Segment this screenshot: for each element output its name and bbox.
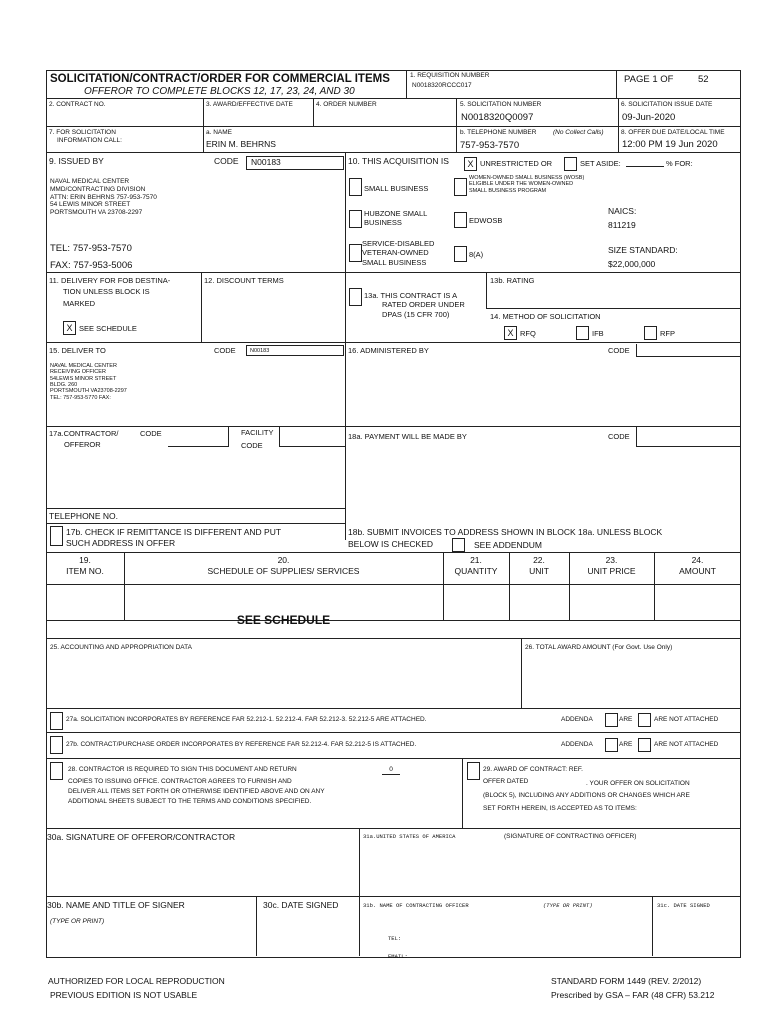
deliver-to-code-label: CODE (214, 346, 236, 355)
29-offer-dated: OFFER DATED (483, 778, 529, 785)
31b-note: (TYPE OR PRINT) (543, 902, 593, 909)
payment-code-field[interactable] (636, 426, 741, 447)
unrestricted-checkbox[interactable]: X (464, 157, 477, 171)
rfp-label: RFP (660, 329, 675, 338)
col-quantity: 21. QUANTITY (454, 555, 498, 576)
form-subtitle: OFFEROR TO COMPLETE BLOCKS 12, 17, 23, 24, AND 30 (84, 86, 355, 97)
issued-by-address: NAVAL MEDICAL CENTER MMD/CONTRACTING DIVISION ATTN: ERIN BEHRNS 757-953-7570 54 LEWIS MINOR STREET PORTSMOUTH VA 23708-2297 (50, 178, 157, 217)
col-unit: 22. UNIT (529, 555, 549, 576)
27b-are-checkbox[interactable] (605, 738, 618, 752)
27a-are-not: ARE NOT ATTACHED (654, 716, 719, 723)
offer-due-label: 8. OFFER DUE DATE/LOCAL TIME (621, 129, 725, 136)
requisition-value: N0018320RCCC017 (412, 82, 472, 89)
28-body: COPIES TO ISSUING OFFICE. CONTRACTOR AGREES TO FURNISH AND DELIVER ALL ITEMS SET FORTH OR OTHERWISE IDENTIFIED ABOVE AND ON ANY ADDITIONAL SHEETS SUBJECT TO THE TERMS AND CONDITIONS SPECIFIED. (68, 778, 325, 805)
co-signature-field[interactable] (364, 852, 734, 892)
small-business-label: SMALL BUSINESS (364, 184, 429, 193)
wosb-label: WOMEN-OWNED SMALL BUSINESS (WOSB) ELIGIBLE UNDER THE WOMEN-OWNED SMALL BUSINESS PROGRAM (469, 175, 585, 194)
set-aside-label: SET ASIDE: (580, 159, 621, 168)
see-schedule-checkbox[interactable]: X (63, 321, 76, 335)
28-text: 28. CONTRACTOR IS REQUIRED TO SIGN THIS DOCUMENT AND RETURN (68, 766, 297, 773)
29-text: 29. AWARD OF CONTRACT: REF. (483, 766, 583, 773)
ifb-label: IFB (592, 329, 604, 338)
27b-are-not: ARE NOT ATTACHED (654, 741, 719, 748)
co-tel-label: TEL: (388, 935, 402, 942)
rated-order-label: 13a. THIS CONTRACT IS A RATED ORDER UNDER DPAS (15 CFR 700) (364, 291, 465, 319)
administered-by-code-label: CODE (608, 346, 630, 355)
col-unit-price: 23. UNIT PRICE (587, 555, 636, 576)
payment-by-label: 18a. PAYMENT WILL BE MADE BY (348, 432, 467, 441)
rfq-checkbox[interactable]: X (504, 326, 517, 340)
27b-text: 27b. CONTRACT/PURCHASE ORDER INCORPORATES BY REFERENCE FAR 52.212-4. FAR 52.212-5 IS ATTACHED. (66, 741, 417, 748)
8a-label: 8(A) (469, 250, 484, 259)
see-addendum-label: SEE ADDENDUM (474, 540, 543, 550)
administered-by-code-field[interactable] (636, 344, 741, 357)
submit-invoices-label-2: BELOW IS CHECKED (348, 539, 434, 549)
size-standard-label: SIZE STANDARD: (608, 245, 678, 255)
naics-label: NAICS: (608, 206, 637, 216)
phone-note: (No Collect Calls) (553, 129, 604, 136)
discount-terms-label: 12. DISCOUNT TERMS (204, 276, 284, 285)
contractor-label: 17a.CONTRACTOR/ (49, 429, 119, 438)
hubzone-checkbox[interactable] (349, 210, 362, 228)
hubzone-label: HUBZONE SMALL BUSINESS (364, 209, 428, 228)
contract-no-label: 2. CONTRACT NO. (49, 101, 106, 108)
ifb-checkbox[interactable] (576, 326, 589, 340)
edwosb-checkbox[interactable] (454, 212, 467, 228)
issued-by-tel: TEL: 757-953-7570 (50, 243, 132, 254)
page-total: 52 (698, 74, 709, 85)
contractor-label-2: OFFEROR (64, 440, 101, 449)
deliver-to-label: 15. DELIVER TO (49, 346, 106, 355)
rfp-checkbox[interactable] (644, 326, 657, 340)
27b-are-not-checkbox[interactable] (638, 738, 651, 752)
name-label: a. NAME (206, 129, 233, 136)
acquisition-label: 10. THIS ACQUISITION IS (348, 156, 449, 166)
27a-text: 27a. SOLICITATION INCORPORATES BY REFERENCE FAR 52.212-1. 52.212-4. FAR 52.212-3. 52.212-5 ARE ATTACHED. (66, 716, 427, 723)
deliver-to-address: NAVAL MEDICAL CENTER RECEIVING OFFICER 54LEWIS MINOR STREET BLDG. 260 PORTSMOUTH VA23708-2297 TEL: 757-953-5770 FAX: (50, 363, 127, 401)
percent-for-label: % FOR: (666, 159, 693, 168)
issued-by-code[interactable]: N00183 (246, 156, 344, 170)
27b-addenda: ADDENDA (561, 741, 593, 748)
rating-label: 13b. RATING (490, 276, 535, 285)
col-item-no: 19. ITEM NO. (66, 555, 104, 576)
issued-by-fax: FAX: 757-953-5006 (50, 260, 133, 271)
unrestricted-label: UNRESTRICTED OR (480, 159, 553, 168)
info-call-label: 7. FOR SOLICITATION (49, 129, 116, 136)
size-standard-value: $22,000,000 (608, 259, 656, 269)
28-copies[interactable]: 0 (382, 766, 400, 775)
method-label: 14. METHOD OF SOLICITATION (490, 312, 601, 321)
issue-date: 09-Jun-2020 (622, 112, 676, 123)
naics-value: 811219 (608, 220, 636, 230)
set-aside-percent-field[interactable] (626, 166, 664, 167)
27b-are: ARE (619, 741, 633, 748)
delivery-fob-label: 11. DELIVERY FOR FOB DESTINA- TION UNLESS BLOCK IS MARKED (49, 276, 171, 308)
27a-checkbox[interactable] (50, 712, 63, 730)
see-schedule-label: SEE SCHEDULE (79, 324, 137, 333)
phone-label: b. TELEPHONE NUMBER (460, 129, 537, 136)
offeror-signature-field[interactable] (50, 852, 350, 892)
co-email-label: EMAIL: (388, 953, 408, 960)
solicitation-number-label: 5. SOLICITATION NUMBER (460, 101, 542, 108)
issued-by-label: 9. ISSUED BY (49, 156, 104, 166)
29-line3: (BLOCK 5), INCLUDING ANY ADDITIONS OR CHANGES WHICH ARE (483, 792, 690, 799)
29-line4: SET FORTH HEREIN, IS ACCEPTED AS TO ITEMS: (483, 805, 637, 812)
footer-authorized: AUTHORIZED FOR LOCAL REPRODUCTION (48, 976, 225, 986)
30a-label: 30a. SIGNATURE OF OFFEROR/CONTRACTOR (47, 832, 236, 842)
remittance-label: 17b. CHECK IF REMITTANCE IS DIFFERENT AND PUT SUCH ADDRESS IN OFFER (66, 527, 282, 548)
30c-label: 30c. DATE SIGNED (263, 900, 339, 910)
facility-code-label: CODE (241, 441, 263, 450)
submit-invoices-label: 18b. SUBMIT INVOICES TO ADDRESS SHOWN IN BLOCK 18a. UNLESS BLOCK (348, 527, 663, 537)
issue-date-label: 6. SOLICITATION ISSUE DATE (621, 101, 713, 108)
deliver-to-code[interactable]: N00183 (246, 345, 344, 356)
telephone-label: TELEPHONE NO. (49, 511, 118, 521)
accounting-label: 25. ACCOUNTING AND APPROPRIATION DATA (50, 644, 192, 651)
31c-label: 31c. DATE SIGNED (657, 902, 710, 909)
8a-checkbox[interactable] (454, 246, 467, 262)
sf1449-form (46, 70, 741, 958)
form-title: SOLICITATION/CONTRACT/ORDER FOR COMMERCIAL ITEMS (50, 73, 390, 85)
contact-name: ERIN M. BEHRNS (206, 139, 276, 149)
small-business-checkbox[interactable] (349, 178, 362, 196)
solicitation-number: N0018320Q0097 (461, 112, 534, 123)
edwosb-label: EDWOSB (469, 216, 503, 225)
footer-prescribed: Prescribed by GSA – FAR (48 CFR) 53.212 (551, 990, 715, 1000)
rated-order-checkbox[interactable] (349, 288, 362, 306)
contractor-code-label: CODE (140, 429, 162, 438)
administered-by-label: 16. ADMINISTERED BY (348, 346, 429, 355)
30b-label: 30b. NAME AND TITLE OF SIGNER (47, 900, 185, 910)
31b-label: 31b. NAME OF CONTRACTING OFFICER (363, 902, 469, 909)
29-checkbox[interactable] (467, 762, 480, 780)
27a-are-checkbox[interactable] (605, 713, 618, 727)
footer-form-number: STANDARD FORM 1449 (REV. 2/2012) (551, 976, 702, 986)
29-line2: . YOUR OFFER ON SOLICITATION (586, 780, 690, 787)
facility-label: FACILITY (241, 428, 274, 437)
requisition-label: 1. REQUISITION NUMBER (410, 72, 490, 79)
sdvosb-checkbox[interactable] (349, 244, 362, 262)
issued-by-code-label: CODE (214, 156, 239, 166)
col-schedule: 20. SCHEDULE OF SUPPLIES/ SERVICES (207, 555, 360, 576)
contact-phone: 757-953-7570 (460, 140, 520, 151)
footer-previous: PREVIOUS EDITION IS NOT USABLE (50, 990, 198, 1000)
payment-code-label: CODE (608, 432, 630, 441)
col-amount: 24. AMOUNT (679, 555, 716, 576)
info-call-label-2: INFORMATION CALL: (57, 137, 122, 144)
27b-checkbox[interactable] (50, 736, 63, 754)
31a-label: 31a.UNITED STATES OF AMERICA (363, 833, 456, 840)
contractor-code-field[interactable] (168, 426, 229, 447)
see-addendum-checkbox[interactable] (452, 538, 465, 552)
31a-sig-label: (SIGNATURE OF CONTRACTING OFFICER) (504, 833, 637, 840)
27a-are-not-checkbox[interactable] (638, 713, 651, 727)
rfq-label: RFQ (520, 329, 536, 338)
27a-addenda: ADDENDA (561, 716, 593, 723)
remittance-checkbox[interactable] (50, 526, 63, 546)
offer-due: 12:00 PM 19 Jun 2020 (622, 139, 718, 150)
wosb-checkbox[interactable] (454, 178, 467, 196)
27a-are: ARE (619, 716, 633, 723)
30b-note: (TYPE OR PRINT) (50, 918, 105, 925)
sdvosb-label: SERVICE-DISABLED VETERAN-OWNED SMALL BUSINESS (362, 239, 435, 267)
award-date-label: 3. AWARD/EFFECTIVE DATE (206, 101, 293, 108)
set-aside-checkbox[interactable] (564, 157, 577, 171)
page-label: PAGE 1 OF (624, 74, 674, 85)
total-award-label: 26. TOTAL AWARD AMOUNT (For Govt. Use Only) (525, 644, 673, 651)
facility-code-field[interactable] (279, 426, 346, 447)
order-number-label: 4. ORDER NUMBER (316, 101, 377, 108)
28-checkbox[interactable] (50, 762, 63, 780)
see-schedule-heading: SEE SCHEDULE (236, 613, 331, 627)
